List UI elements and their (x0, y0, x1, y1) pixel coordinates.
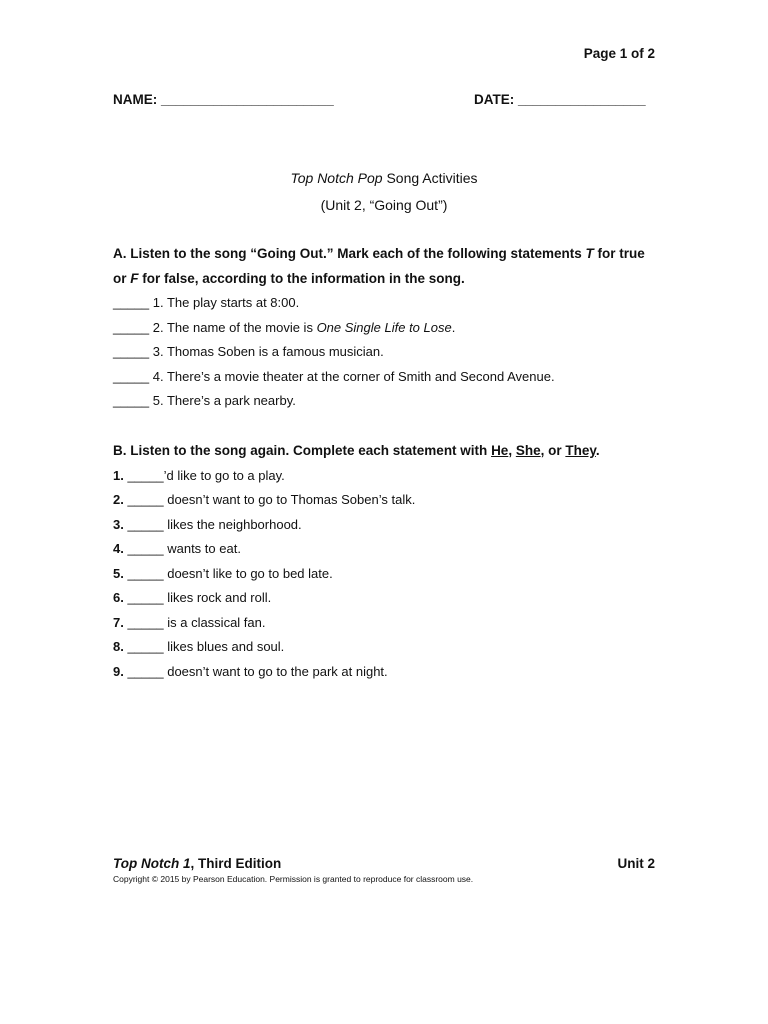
answer-blank: _____ (123, 639, 164, 654)
statement-text: likes the neighborhood. (163, 516, 302, 532)
statement-text: wants to eat. (163, 541, 241, 556)
answer-blank: _____ (123, 467, 164, 483)
statement-text: ’d like to go to a play. (163, 467, 285, 483)
statement-text: 3. Thomas Soben is a famous musician. (149, 344, 384, 359)
instr-text: , (508, 443, 516, 458)
instr-text: . (595, 443, 600, 458)
statement-text: 2. The name of the movie is (149, 319, 317, 335)
footer-unit: Unit 2 (617, 856, 655, 871)
statement-text: doesn’t want to go to Thomas Soben’s talk. (163, 492, 416, 507)
book-edition: , Third Edition (190, 856, 282, 871)
item-number: 4. (113, 541, 124, 556)
answer-blank: _____ (123, 614, 164, 630)
item-number: 8. (113, 639, 124, 654)
option-she: She (515, 443, 541, 458)
movie-title: One Single Life to Lose (316, 319, 452, 335)
list-item (113, 291, 658, 316)
answer-blank: _____ (123, 663, 164, 679)
date-field (474, 92, 646, 107)
section-a-instructions (113, 242, 658, 291)
list-item (113, 562, 658, 587)
statement-text: doesn’t like to go to bed late. (163, 565, 333, 581)
answer-blank: _____ (123, 590, 164, 605)
subtitle: (Unit 2, “Going Out”) (320, 197, 448, 213)
list-item (113, 513, 658, 538)
option-he: He (491, 443, 509, 458)
answer-blank: _____ (123, 565, 164, 581)
name-blank: _______________________ (161, 92, 334, 107)
list-item (113, 464, 658, 489)
list-item (113, 660, 658, 685)
title-italic: Top Notch Pop (290, 170, 383, 186)
list-item (113, 340, 658, 365)
statement-text: . (451, 319, 456, 335)
instr-text: for false, according to the information in the song. (138, 270, 465, 286)
answer-blank: _____ (113, 295, 150, 310)
section-b-instructions (113, 439, 658, 464)
section-a (113, 242, 658, 414)
list-item (113, 611, 658, 636)
statement-text: likes rock and roll. (163, 590, 272, 605)
name-field (113, 92, 334, 107)
item-number: 1. (113, 467, 124, 483)
instr-t: T (585, 246, 594, 261)
answer-blank: _____ (123, 492, 164, 507)
date-label: DATE: (474, 92, 515, 107)
instr-text: A. Listen to the song “Going Out.” Mark each of the following statements (113, 246, 586, 261)
page-title (0, 165, 768, 219)
statement-text: doesn’t want to go to the park at night. (163, 663, 388, 679)
answer-blank: _____ (113, 319, 150, 335)
instr-text: for true or (113, 246, 645, 286)
list-item (113, 488, 658, 513)
option-they: They (565, 443, 596, 458)
item-number: 7. (113, 614, 124, 630)
answer-blank: _____ (113, 368, 150, 384)
item-number: 9. (113, 663, 124, 679)
answer-blank: _____ (113, 393, 150, 408)
item-number: 3. (113, 516, 124, 532)
list-item (113, 635, 658, 660)
item-number: 2. (113, 492, 124, 507)
page-number: Page 1 of 2 (583, 46, 655, 61)
answer-blank: _____ (123, 516, 164, 532)
instr-text: , or (540, 443, 566, 458)
name-label: NAME: (113, 92, 158, 107)
answer-blank: _____ (113, 344, 150, 359)
answer-blank: _____ (123, 541, 164, 556)
list-item (113, 316, 658, 341)
statement-text: 4. There’s a movie theater at the corner of Smith and Second Avenue. (149, 368, 555, 384)
statement-text: likes blues and soul. (163, 639, 285, 654)
list-item (113, 389, 658, 414)
statement-text: 5. There’s a park nearby. (149, 393, 296, 408)
instr-f: F (130, 270, 139, 286)
list-item (113, 365, 658, 390)
statement-text: 1. The play starts at 8:00. (149, 295, 300, 310)
footer-book-title (113, 856, 281, 871)
title-line (0, 165, 768, 192)
section-b (113, 439, 658, 684)
item-number: 5. (113, 565, 124, 581)
item-number: 6. (113, 590, 124, 605)
instr-text: B. Listen to the song again. Complete each statement with (113, 443, 492, 458)
title-rest: Song Activities (382, 170, 478, 186)
date-blank: _________________ (518, 92, 646, 107)
copyright-notice: Copyright © 2015 by Pearson Education. Permission is granted to reproduce for classroom use. (113, 874, 474, 884)
list-item (113, 537, 658, 562)
book-title-italic: Top Notch 1 (113, 856, 191, 871)
list-item (113, 586, 658, 611)
statement-text: is a classical fan. (163, 614, 266, 630)
